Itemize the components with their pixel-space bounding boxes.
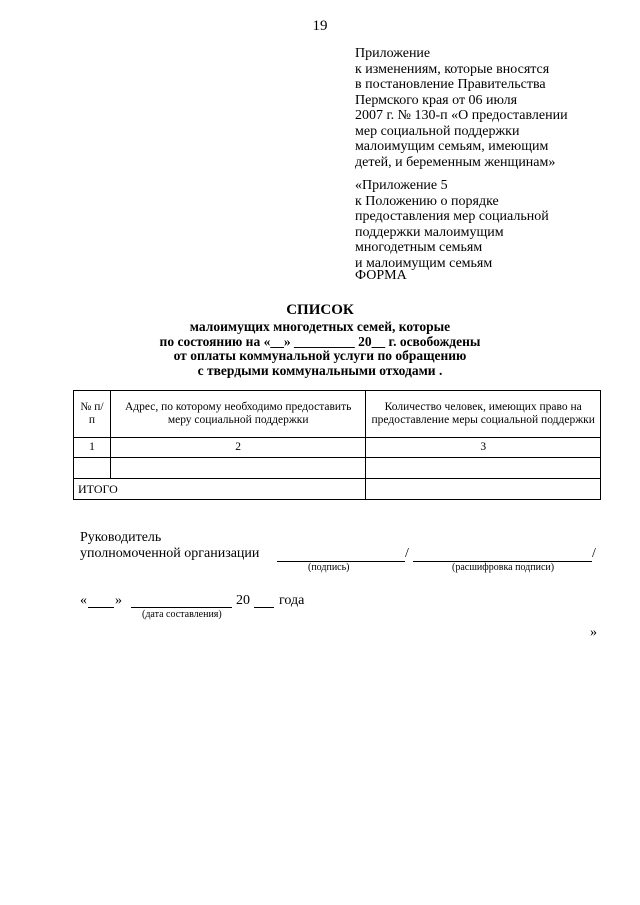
- appendix5-line: предоставления мер социальной: [355, 209, 549, 224]
- decryption-caption: (расшифровка подписи): [452, 562, 555, 573]
- appendix5-line: к Положению о порядке: [355, 193, 499, 209]
- date-open-quote: «: [80, 593, 87, 608]
- appendix5-line: и малоимущим семьям: [355, 255, 493, 271]
- appendix5-line: «Приложение 5: [355, 178, 448, 193]
- total-value: [366, 479, 601, 500]
- date-day-field: [88, 607, 114, 608]
- date-year-prefix: 20: [236, 593, 250, 608]
- document-title: СПИСОК: [286, 302, 354, 318]
- appendix-block: [355, 46, 568, 170]
- form-label: ФОРМА: [355, 268, 407, 283]
- table-row: [74, 458, 601, 479]
- appendix-line: мер социальной поддержки: [355, 123, 520, 139]
- appendix-line: к изменениям, которые вносятся: [355, 61, 550, 77]
- table-cell: [110, 458, 365, 479]
- date-caption: (дата составления): [142, 609, 222, 620]
- page-number: 19: [312, 18, 328, 34]
- table-cell: 2: [110, 438, 365, 458]
- header-people-count: Количество человек, имеющих право на предоставление меры социальной поддержки: [366, 391, 601, 438]
- signature-caption: (подпись): [308, 562, 350, 573]
- signature-separator: /: [405, 546, 409, 561]
- header-number: № п/п: [74, 391, 111, 438]
- date-month-field: [131, 607, 232, 608]
- appendix5-line: многодетным семьям: [355, 240, 483, 255]
- closing-quote: »: [590, 625, 597, 640]
- table-cell: [366, 458, 601, 479]
- appendix5-block: [355, 178, 549, 271]
- table-total-row: [74, 479, 601, 500]
- subtitle-line: с твердыми коммунальными отходами .: [197, 362, 443, 378]
- date-year-suffix: года: [279, 593, 305, 608]
- appendix-line: малоимущим семьям, имеющим: [355, 139, 549, 154]
- signatory-title: Руководитель: [80, 530, 162, 545]
- family-list-table: [73, 390, 601, 500]
- table-cell: 3: [366, 438, 601, 458]
- header-address: Адрес, по которому необходимо предоставить меру социальной поддержки: [110, 391, 365, 438]
- table-cell: 1: [74, 438, 111, 458]
- subtitle-line: малоимущих многодетных семей, которые: [189, 319, 451, 334]
- appendix-line: в постановление Правительства: [355, 77, 546, 92]
- appendix-line: детей, и беременным женщинам»: [355, 154, 556, 170]
- subtitle-line: от оплаты коммунальной услуги по обращению: [173, 348, 467, 363]
- table-header-row: [74, 391, 601, 438]
- table-row: [74, 438, 601, 458]
- signature-separator-end: /: [592, 546, 596, 561]
- document-subtitle: [100, 320, 540, 378]
- appendix-line: 2007 г. № 130-п «О предоставлении: [355, 108, 568, 123]
- table-cell: [74, 458, 111, 479]
- subtitle-line: по состоянию на «__» _________ 20__ г. освобождены: [159, 333, 481, 349]
- signatory-organization: уполномоченной организации: [80, 546, 260, 561]
- date-year-field: [254, 607, 274, 608]
- appendix-line: Приложение: [355, 46, 431, 61]
- date-close-quote: »: [115, 593, 122, 608]
- appendix-line: Пермского края от 06 июля: [355, 92, 518, 108]
- total-label: ИТОГО: [74, 479, 366, 500]
- appendix5-line: поддержки малоимущим: [355, 224, 504, 240]
